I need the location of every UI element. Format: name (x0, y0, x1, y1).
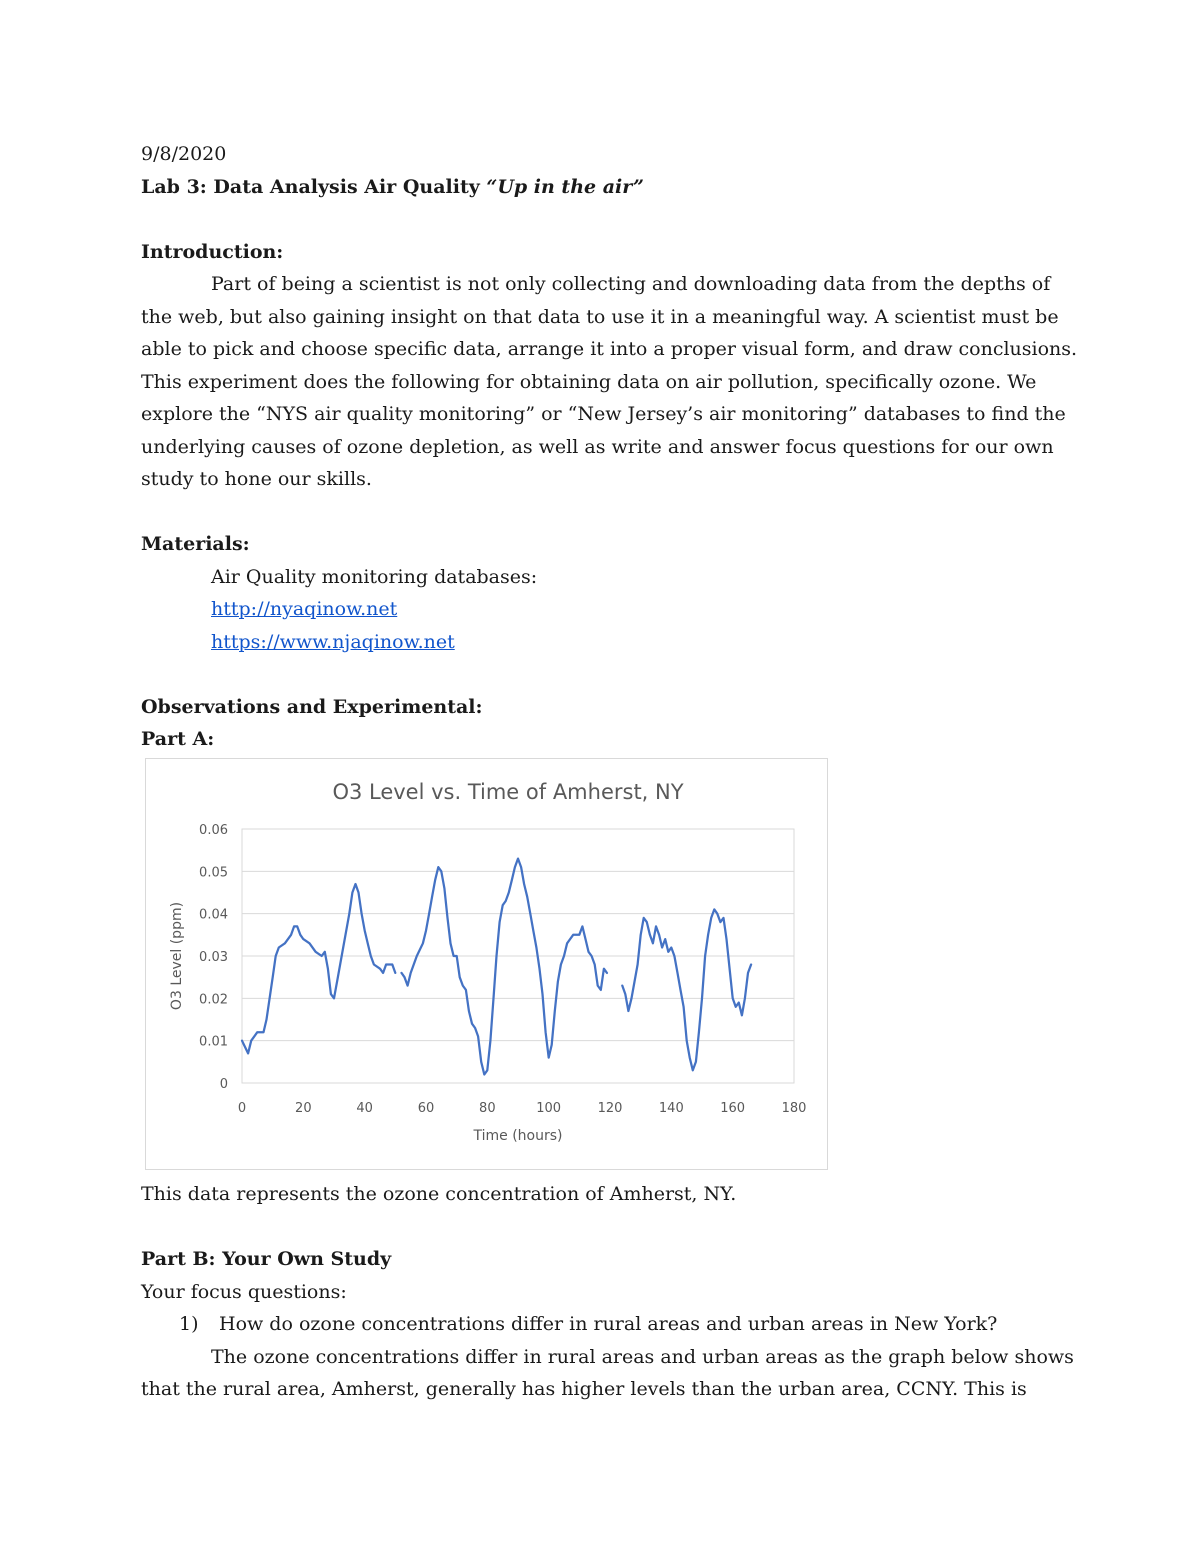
x-tick-label: 0 (237, 1101, 247, 1116)
date: 9/8/2020 (141, 143, 227, 165)
lab-subtitle: “Up in the air” (486, 175, 644, 198)
x-tick-label: 160 (720, 1101, 746, 1116)
ozone-chart (145, 758, 828, 1170)
chart-caption: This data represents the ozone concentration of Amherst, NY. (141, 1183, 737, 1205)
njaqinow-link[interactable]: https://www.njaqinow.net (211, 630, 455, 653)
y-axis-label: O3 Level (ppm) (169, 901, 185, 1011)
question-text: How do ozone concentrations differ in rural areas and urban areas in New York? (219, 1313, 998, 1335)
part-b-heading: Part B: Your Own Study (141, 1248, 392, 1270)
o3-series-line (242, 884, 395, 1053)
materials-heading: Materials: (141, 533, 250, 555)
intro-line: able to pick and choose specific data, arrange it into a proper visual form, and draw conclusions. (141, 338, 1078, 360)
focus-question-1 (141, 1308, 1061, 1341)
intro-line: the web, but also gaining insight on that data to use it in a meaningful way. A scientist must be (141, 305, 1059, 328)
y-tick-label: 0.02 (199, 992, 228, 1008)
y-tick-label: 0.04 (199, 907, 228, 923)
y-tick-label: 0.01 (199, 1034, 228, 1050)
document-body (141, 138, 1078, 756)
part-a-heading: Part A: (141, 728, 215, 750)
observations-heading: Observations and Experimental: (141, 695, 483, 718)
answer-line: The ozone concentrations differ in rural areas and urban areas as the graph below shows (211, 1345, 1074, 1368)
intro-line: Part of being a scientist is not only collecting and downloading data from the depths of (211, 273, 1051, 295)
y-tick-label: 0 (219, 1077, 228, 1092)
ozone-chart-svg (146, 759, 827, 1169)
y-tick-label: 0.06 (199, 823, 228, 838)
intro-line: underlying causes of ozone depletion, as well as write and answer focus questions for our own (141, 435, 1054, 458)
lab-title (141, 171, 1061, 204)
intro-line: study to hone our skills. (141, 468, 372, 490)
x-tick-label: 180 (781, 1101, 807, 1116)
x-tick-label: 120 (597, 1101, 623, 1116)
introduction-heading: Introduction: (141, 240, 284, 263)
materials-item: Air Quality monitoring databases: (211, 565, 538, 588)
o3-series-line (622, 909, 751, 1070)
nyaqinow-link[interactable]: http://nyaqinow.net (211, 598, 398, 620)
x-axis-label: Time (hours) (473, 1128, 563, 1144)
lab-title-text: Lab 3: Data Analysis Air Quality (141, 175, 487, 198)
x-tick-label: 40 (356, 1101, 373, 1116)
document-body-continued (141, 1178, 1074, 1406)
x-tick-label: 140 (658, 1101, 684, 1116)
x-tick-label: 20 (295, 1101, 312, 1116)
o3-series-line (402, 859, 607, 1075)
question-number: 1) (179, 1313, 199, 1335)
x-tick-label: 60 (417, 1101, 435, 1116)
answer-line: that the rural area, Amherst, generally has higher levels than the urban area, CCNY. This is (141, 1378, 1027, 1400)
chart-title: O3 Level vs. Time of Amherst, NY (332, 780, 684, 804)
intro-line: explore the “NYS air quality monitoring” or “New Jersey’s air monitoring” databases to find the (141, 403, 1066, 425)
y-tick-label: 0.05 (199, 865, 228, 881)
focus-questions-label: Your focus questions: (141, 1280, 347, 1303)
x-tick-label: 80 (479, 1101, 496, 1116)
intro-line: This experiment does the following for obtaining data on air pollution, specifically ozone. We (141, 370, 1037, 393)
x-tick-label: 100 (536, 1101, 562, 1116)
y-tick-label: 0.03 (199, 950, 228, 965)
